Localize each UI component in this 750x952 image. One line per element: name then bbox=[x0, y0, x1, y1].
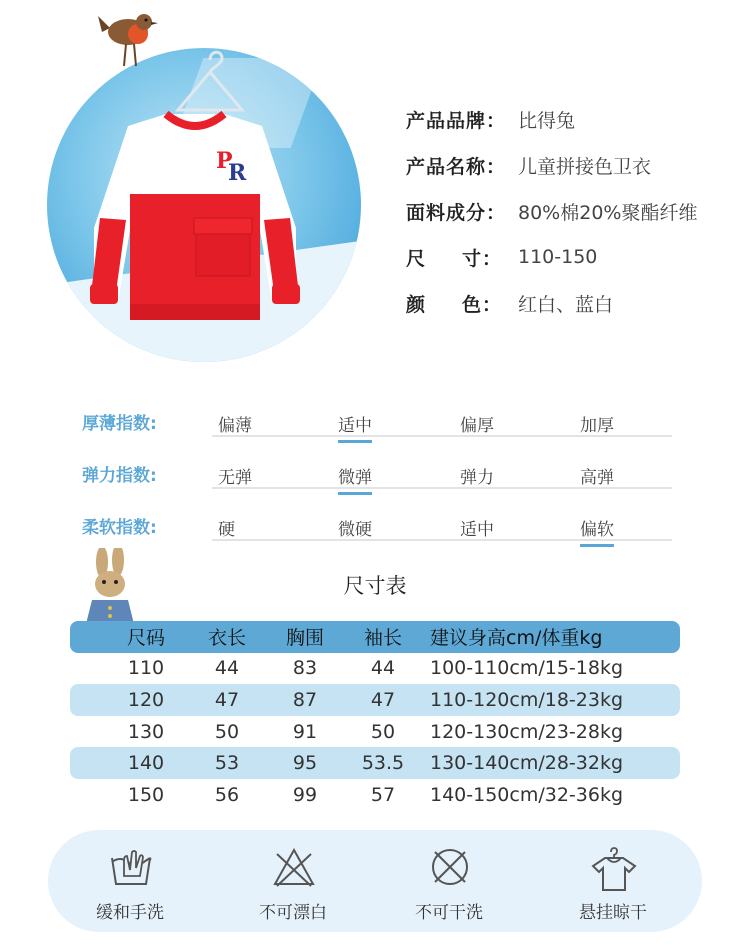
care-item-hang-dry bbox=[553, 830, 673, 932]
table-row bbox=[70, 716, 680, 748]
index-row bbox=[80, 509, 672, 561]
brand-row bbox=[406, 96, 697, 142]
table-cell: 47 bbox=[370, 688, 396, 711]
table-cell: 100-110cm/15-18kg bbox=[430, 657, 624, 680]
hang-dry-icon bbox=[591, 846, 637, 892]
table-cell: 130 bbox=[127, 720, 165, 743]
index-option: 硬 bbox=[218, 520, 235, 540]
table-cell: 83 bbox=[292, 657, 318, 680]
table-cell: 110-120cm/18-23kg bbox=[430, 688, 624, 711]
index-title: 厚薄指数: bbox=[82, 414, 157, 434]
table-cell: 53.5 bbox=[361, 752, 405, 775]
size-label-char: 寸： bbox=[461, 247, 502, 270]
product-info bbox=[406, 96, 697, 326]
size-table bbox=[70, 621, 680, 811]
robin-bird-icon bbox=[98, 4, 158, 72]
table-row bbox=[70, 653, 680, 685]
table-header-cell: 袖长 bbox=[363, 627, 402, 650]
brand-value: 比得兔 bbox=[518, 109, 576, 132]
care-label: 缓和手洗 bbox=[96, 903, 164, 923]
color-value: 红白、蓝白 bbox=[518, 293, 614, 316]
table-cell: 120-130cm/23-28kg bbox=[430, 720, 624, 743]
table-cell: 140 bbox=[127, 752, 165, 775]
color-label-char: 色： bbox=[461, 293, 502, 316]
name-label: 产品名称： bbox=[406, 155, 507, 178]
index-option: 适中 bbox=[460, 520, 494, 540]
table-header-cell: 衣长 bbox=[207, 627, 246, 650]
index-row bbox=[80, 457, 672, 509]
index-option: 微硬 bbox=[338, 520, 372, 540]
table-cell: 44 bbox=[214, 657, 240, 680]
table-cell: 130-140cm/28-32kg bbox=[430, 752, 624, 775]
table-cell: 91 bbox=[292, 720, 318, 743]
index-option: 偏薄 bbox=[218, 416, 252, 436]
table-header-cell: 建议身高cm/体重kg bbox=[430, 627, 603, 650]
table-cell: 95 bbox=[292, 752, 318, 775]
fabric-value: 80%棉20%聚酯纤维 bbox=[518, 201, 698, 224]
table-cell: 47 bbox=[214, 688, 240, 711]
size-value: 110-150 bbox=[518, 246, 598, 268]
index-row bbox=[80, 405, 672, 457]
sweater-image bbox=[88, 108, 302, 328]
color-label-char: 颜 bbox=[406, 293, 427, 316]
table-cell: 120 bbox=[127, 688, 165, 711]
table-header-cell: 尺码 bbox=[126, 627, 165, 650]
fabric-label: 面料成分： bbox=[406, 201, 507, 224]
size-table-title: 尺寸表 bbox=[343, 574, 407, 598]
table-cell: 140-150cm/32-36kg bbox=[430, 783, 624, 806]
table-cell: 57 bbox=[370, 783, 396, 806]
care-instructions bbox=[48, 830, 702, 932]
care-item-no-dry-clean bbox=[389, 830, 509, 932]
care-item-no-bleach bbox=[233, 830, 353, 932]
index-option: 弹力 bbox=[460, 468, 494, 488]
table-header-cell: 胸围 bbox=[285, 627, 324, 650]
size-label-char: 尺 bbox=[406, 247, 427, 270]
table-cell: 99 bbox=[292, 783, 318, 806]
index-option: 偏厚 bbox=[460, 416, 494, 436]
logo-letter-p: P bbox=[216, 148, 233, 174]
hand-wash-icon bbox=[108, 846, 154, 888]
table-cell: 53 bbox=[214, 752, 240, 775]
table-row bbox=[70, 684, 680, 716]
table-cell: 50 bbox=[370, 720, 396, 743]
size-row bbox=[406, 234, 697, 280]
index-option-selected: 偏软 bbox=[580, 515, 614, 540]
color-row bbox=[406, 280, 697, 326]
brand-label: 产品品牌： bbox=[406, 109, 507, 132]
table-cell: 87 bbox=[292, 688, 318, 711]
table-cell: 56 bbox=[214, 783, 240, 806]
name-row bbox=[406, 142, 697, 188]
product-hero bbox=[0, 0, 750, 380]
no-dry-clean-icon bbox=[427, 846, 473, 888]
care-item-hand-wash bbox=[70, 830, 190, 932]
index-option: 高弹 bbox=[580, 468, 614, 488]
index-title: 弹力指数: bbox=[82, 466, 157, 486]
fabric-row bbox=[406, 188, 697, 234]
table-cell: 50 bbox=[214, 720, 240, 743]
size-label bbox=[406, 244, 502, 271]
no-bleach-icon bbox=[271, 846, 317, 888]
table-row bbox=[70, 779, 680, 811]
care-label: 不可漂白 bbox=[259, 903, 327, 923]
index-option-selected: 微弹 bbox=[338, 463, 372, 488]
table-header-row bbox=[70, 621, 680, 653]
care-label: 悬挂晾干 bbox=[579, 903, 647, 923]
color-label bbox=[406, 290, 502, 317]
care-label: 不可干洗 bbox=[415, 903, 483, 923]
table-cell: 110 bbox=[127, 657, 165, 680]
table-cell: 44 bbox=[370, 657, 396, 680]
index-option: 无弹 bbox=[218, 468, 252, 488]
table-cell: 150 bbox=[127, 783, 165, 806]
name-value: 儿童拼接色卫衣 bbox=[518, 155, 652, 178]
logo-letter-r: R bbox=[228, 160, 247, 186]
index-option: 加厚 bbox=[580, 416, 614, 436]
index-title: 柔软指数: bbox=[82, 518, 157, 538]
index-option-selected: 适中 bbox=[338, 411, 372, 436]
fabric-indices bbox=[80, 405, 672, 561]
table-row bbox=[70, 747, 680, 779]
